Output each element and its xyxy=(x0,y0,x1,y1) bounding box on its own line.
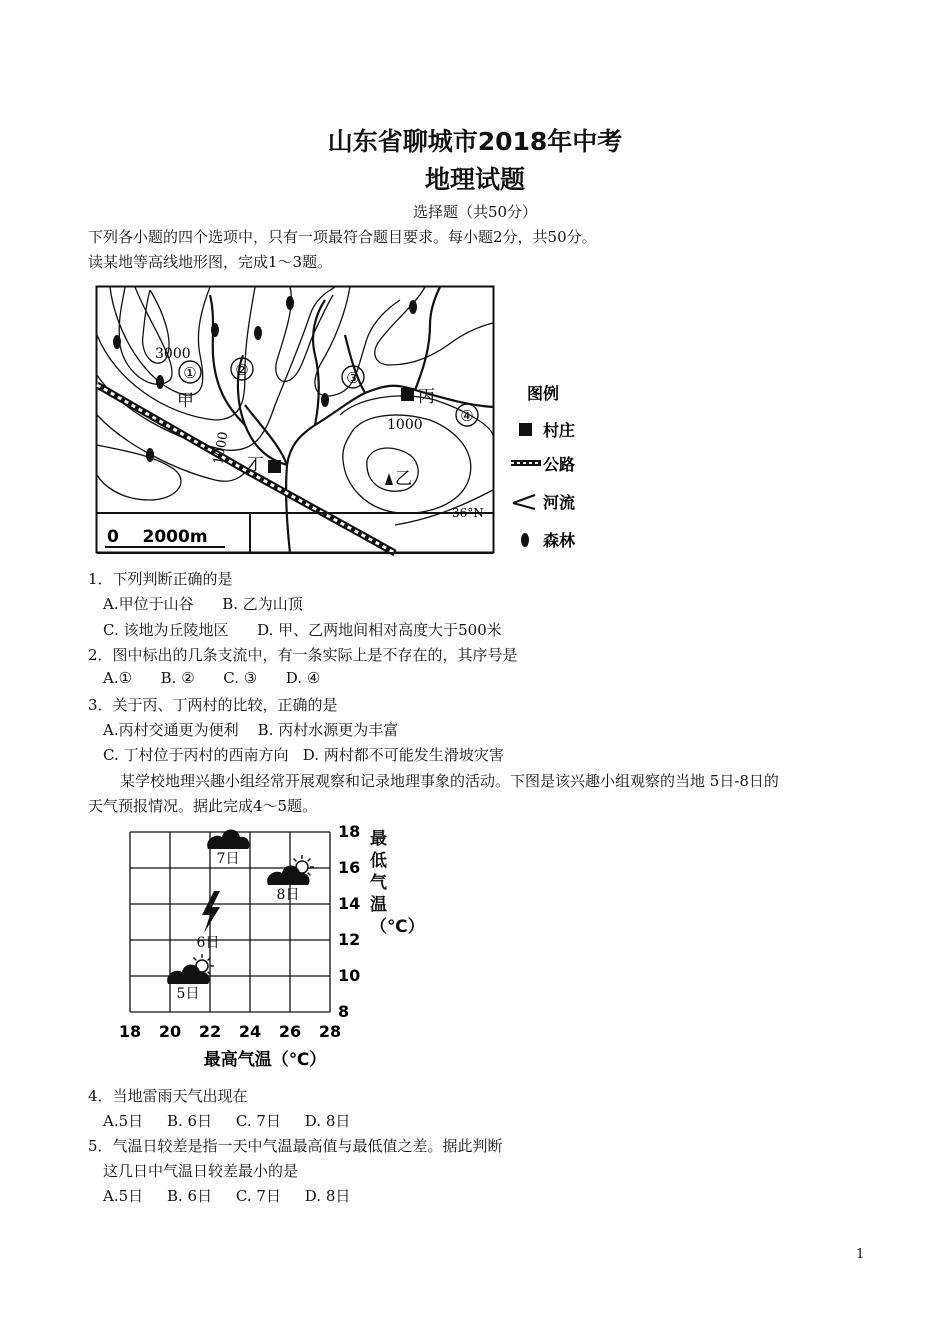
x-tick-label: 18 xyxy=(118,1022,142,1041)
y-tick-label: 10 xyxy=(338,966,361,985)
y-tick-label: 14 xyxy=(338,894,361,913)
place-yi: 乙 xyxy=(395,469,412,489)
legend-forest: 森林 xyxy=(543,531,576,550)
latitude-label: 36°N xyxy=(452,506,484,520)
question-2-options: A.① B. ② C. ③ D. ④ xyxy=(103,669,321,687)
question-1-stem: 1．下列判断正确的是 xyxy=(88,570,233,588)
contour-label-1000: 1000 xyxy=(211,430,232,466)
question-4-options: A.5日 B. 6日 C. 7日 D. 8日 xyxy=(103,1112,351,1130)
legend-river: 河流 xyxy=(543,493,576,512)
y-tick-label: 12 xyxy=(338,930,361,949)
passage-line: 某学校地理兴趣小组经常开展观察和记录地理事象的活动。下图是该兴趣小组观察的当地 5日-8日的 xyxy=(120,772,779,790)
river-label-4: ④ xyxy=(460,407,474,425)
instruction-line: 读某地等高线地形图，完成1～3题。 xyxy=(88,253,333,271)
exam-subtitle: 地理试题 xyxy=(424,165,525,194)
passage-line: 天气预报情况。据此完成4～5题。 xyxy=(88,797,318,815)
x-tick-label: 24 xyxy=(238,1022,262,1041)
forest-icon xyxy=(521,533,529,547)
weather-thunderstorm-icon xyxy=(202,891,220,933)
y-tick-label: 8 xyxy=(338,1002,350,1021)
question-1-options-cd: C. 该地为丘陵地区 D. 甲、乙两地间相对高度大于500米 xyxy=(103,621,502,639)
x-tick-label: 22 xyxy=(198,1022,222,1041)
legend-road: 公路 xyxy=(543,455,576,474)
section-heading: 选择题（共50分） xyxy=(412,203,538,221)
village-bing: 丙 xyxy=(418,387,435,407)
day-label: 5日 xyxy=(176,986,200,1002)
question-5-stem: 这几日中气温日较差最小的是 xyxy=(103,1162,299,1180)
x-tick-label: 26 xyxy=(278,1022,302,1041)
question-5-options: A.5日 B. 6日 C. 7日 D. 8日 xyxy=(103,1187,351,1205)
y-axis-label: 最低气温（℃） xyxy=(370,829,425,937)
contour-map xyxy=(95,285,595,560)
day-label: 7日 xyxy=(216,851,240,867)
village-ding: 丁 xyxy=(247,455,264,475)
exam-title: 山东省聊城市2018年中考 xyxy=(327,127,623,156)
question-3-stem: 3．关于丙、丁两村的比较，正确的是 xyxy=(88,696,338,714)
scale-label: 0 2000m xyxy=(107,527,208,547)
question-1-options-ab: A.甲位于山谷 B. 乙为山顶 xyxy=(103,595,303,613)
x-tick-label: 28 xyxy=(318,1022,342,1041)
legend-title: 图例 xyxy=(527,384,560,403)
river-label-3: ③ xyxy=(346,369,360,387)
question-3-options-ab: A.丙村交通更为便利 B. 丙村水源更为丰富 xyxy=(103,721,399,739)
instruction-line: 下列各小题的四个选项中，只有一项最符合题目要求。每小题2分，共50分。 xyxy=(88,228,597,246)
question-5-stem: 5．气温日较差是指一天中气温最高值与最低值之差。据此判断 xyxy=(88,1137,503,1155)
legend-village: 村庄 xyxy=(543,421,576,440)
y-tick-label: 18 xyxy=(338,822,361,841)
place-jia: 甲 xyxy=(177,391,194,411)
question-3-options-cd: C. 丁村位于丙村的西南方向 D. 两村都不可能发生滑坡灾害 xyxy=(103,746,504,764)
x-tick-label: 20 xyxy=(158,1022,182,1041)
x-axis-label: 最高气温（℃） xyxy=(203,1050,327,1070)
weather-partly-cloudy-icon xyxy=(167,954,214,984)
day-label: 6日 xyxy=(196,935,220,951)
y-tick-label: 16 xyxy=(338,858,361,877)
river-label-2: ② xyxy=(235,361,249,379)
question-4-stem: 4．当地雷雨天气出现在 xyxy=(88,1087,248,1105)
contour-label-3000: 3000 xyxy=(155,346,191,362)
question-2-stem: 2．图中标出的几条支流中，有一条实际上是不存在的，其序号是 xyxy=(88,646,518,664)
contour-label-1000: 1000 xyxy=(387,417,423,433)
page-number: 1 xyxy=(856,1247,865,1262)
river-label-1: ① xyxy=(183,364,197,382)
day-label: 8日 xyxy=(276,887,300,903)
